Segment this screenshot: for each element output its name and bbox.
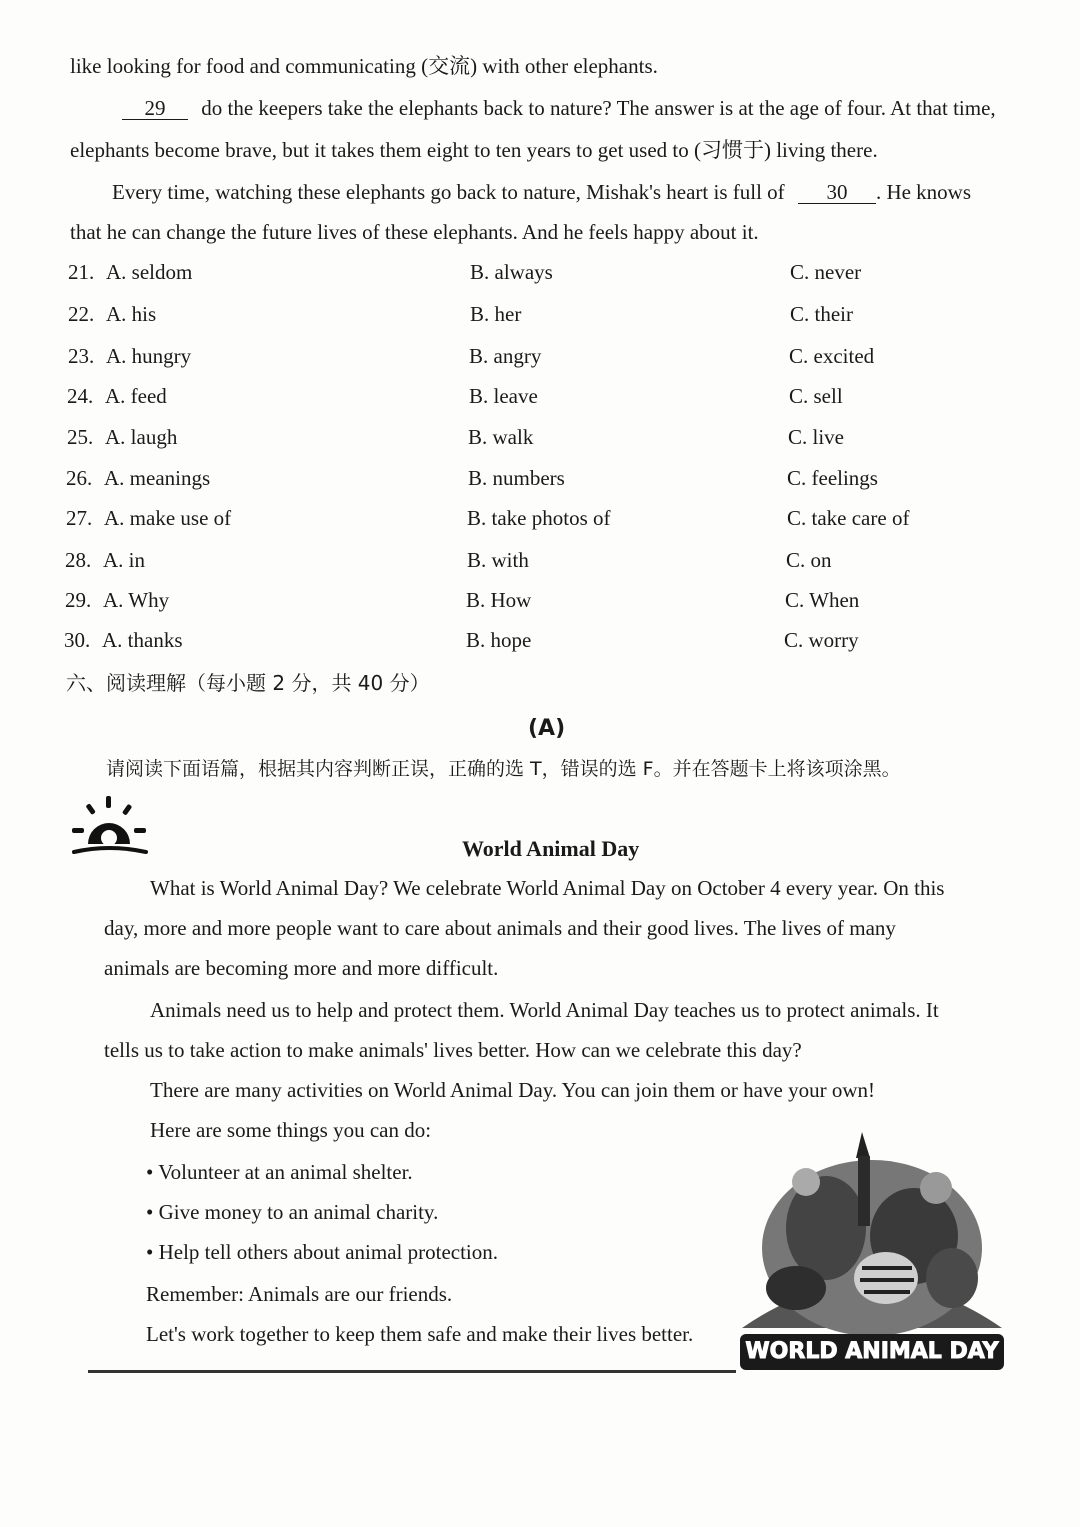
question-number: 26.: [66, 466, 93, 490]
question-number: 29.: [65, 588, 92, 612]
passage-line-4-start: Every time, watching these elephants go back to nature, Mishak's heart is full of: [112, 180, 785, 204]
question-number: 25.: [67, 425, 94, 449]
passage-line-3: elephants become brave, but it takes them eight to ten years to get used to (习惯于) living there.: [70, 138, 878, 162]
option-b[interactable]: B. angry: [469, 344, 542, 368]
article-line: Animals need us to help and protect them. World Animal Day teaches us to protect animals. It: [150, 998, 939, 1022]
section-heading: 六、阅读理解（每小题 2 分，共 40 分）: [66, 671, 430, 695]
question-number: 30.: [64, 628, 91, 652]
poster-caption: WORLD ANIMAL DAY: [745, 1339, 999, 1364]
option-a[interactable]: A. in: [103, 548, 145, 572]
option-c[interactable]: C. sell: [789, 384, 843, 408]
option-a[interactable]: A. seldom: [106, 260, 193, 284]
blank-29: 29: [122, 98, 188, 120]
option-b[interactable]: B. hope: [466, 628, 532, 652]
bullet-item: • Help tell others about animal protection.: [146, 1240, 499, 1264]
option-b[interactable]: B. leave: [469, 384, 538, 408]
article-line: day, more and more people want to care about animals and their good lives. The lives of many: [104, 916, 896, 940]
option-b[interactable]: B. with: [467, 548, 529, 572]
bullet-item: • Volunteer at an animal shelter.: [146, 1160, 413, 1184]
option-a[interactable]: A. meanings: [104, 466, 211, 490]
option-c[interactable]: C. live: [788, 425, 844, 449]
option-c[interactable]: C. worry: [784, 628, 859, 652]
option-a[interactable]: A. make use of: [104, 506, 232, 530]
option-c[interactable]: C. When: [785, 588, 860, 612]
article-line: Here are some things you can do:: [150, 1118, 432, 1142]
option-b[interactable]: B. always: [470, 260, 553, 284]
passage-line-2: [122, 98, 996, 120]
option-b[interactable]: B. How: [466, 588, 532, 612]
option-a[interactable]: A. thanks: [102, 628, 183, 652]
passage-line-4: [112, 182, 971, 204]
option-c[interactable]: C. on: [786, 548, 832, 572]
option-b[interactable]: B. her: [470, 302, 522, 326]
option-c[interactable]: C. take care of: [787, 506, 910, 530]
option-b[interactable]: B. numbers: [468, 466, 565, 490]
bullet-item: • Give money to an animal charity.: [146, 1200, 439, 1224]
option-c[interactable]: C. their: [790, 302, 853, 326]
question-number: 27.: [66, 506, 93, 530]
passage-line-4-end: . He knows: [875, 180, 972, 204]
question-number: 24.: [67, 384, 94, 408]
option-b[interactable]: B. take photos of: [467, 506, 611, 530]
article-line: There are many activities on World Animal Day. You can join them or have your own!: [150, 1078, 875, 1102]
option-a[interactable]: A. his: [106, 302, 157, 326]
article-line: tells us to take action to make animals' lives better. How can we celebrate this day?: [104, 1038, 802, 1062]
question-number: 22.: [68, 302, 95, 326]
article-title: World Animal Day: [462, 836, 640, 861]
option-a[interactable]: A. laugh: [105, 425, 178, 449]
option-c[interactable]: C. feelings: [787, 466, 878, 490]
option-c[interactable]: C. excited: [789, 344, 875, 368]
world-animal-day-poster: [736, 1128, 1008, 1372]
option-a[interactable]: A. hungry: [106, 344, 192, 368]
option-b[interactable]: B. walk: [468, 425, 534, 449]
question-number: 28.: [65, 548, 92, 572]
passage-line-2-text: do the keepers take the elephants back to nature? The answer is at the age of four. At that time,: [201, 96, 996, 120]
article-line: What is World Animal Day? We celebrate World Animal Day on October 4 every year. On this: [150, 876, 945, 900]
bottom-rule: [88, 1370, 736, 1373]
part-label: (A): [528, 716, 566, 741]
article-line: animals are becoming more and more difficult.: [104, 956, 499, 980]
blank-30: 30: [798, 182, 876, 204]
instruction: 请阅读下面语篇，根据其内容判断正误，正确的选 T，错误的选 F。并在答题卡上将该项涂黑。: [106, 758, 901, 780]
article-line: Let's work together to keep them safe and make their lives better.: [146, 1322, 694, 1346]
question-number: 23.: [68, 344, 95, 368]
sunrise-icon: [68, 792, 150, 858]
question-number: 21.: [68, 260, 95, 284]
passage-line-5: that he can change the future lives of these elephants. And he feels happy about it.: [70, 220, 759, 244]
article-line: Remember: Animals are our friends.: [146, 1282, 453, 1306]
option-a[interactable]: A. feed: [105, 384, 167, 408]
option-a[interactable]: A. Why: [103, 588, 170, 612]
option-c[interactable]: C. never: [790, 260, 862, 284]
passage-line-1: like looking for food and communicating (交流) with other elephants.: [70, 54, 658, 78]
